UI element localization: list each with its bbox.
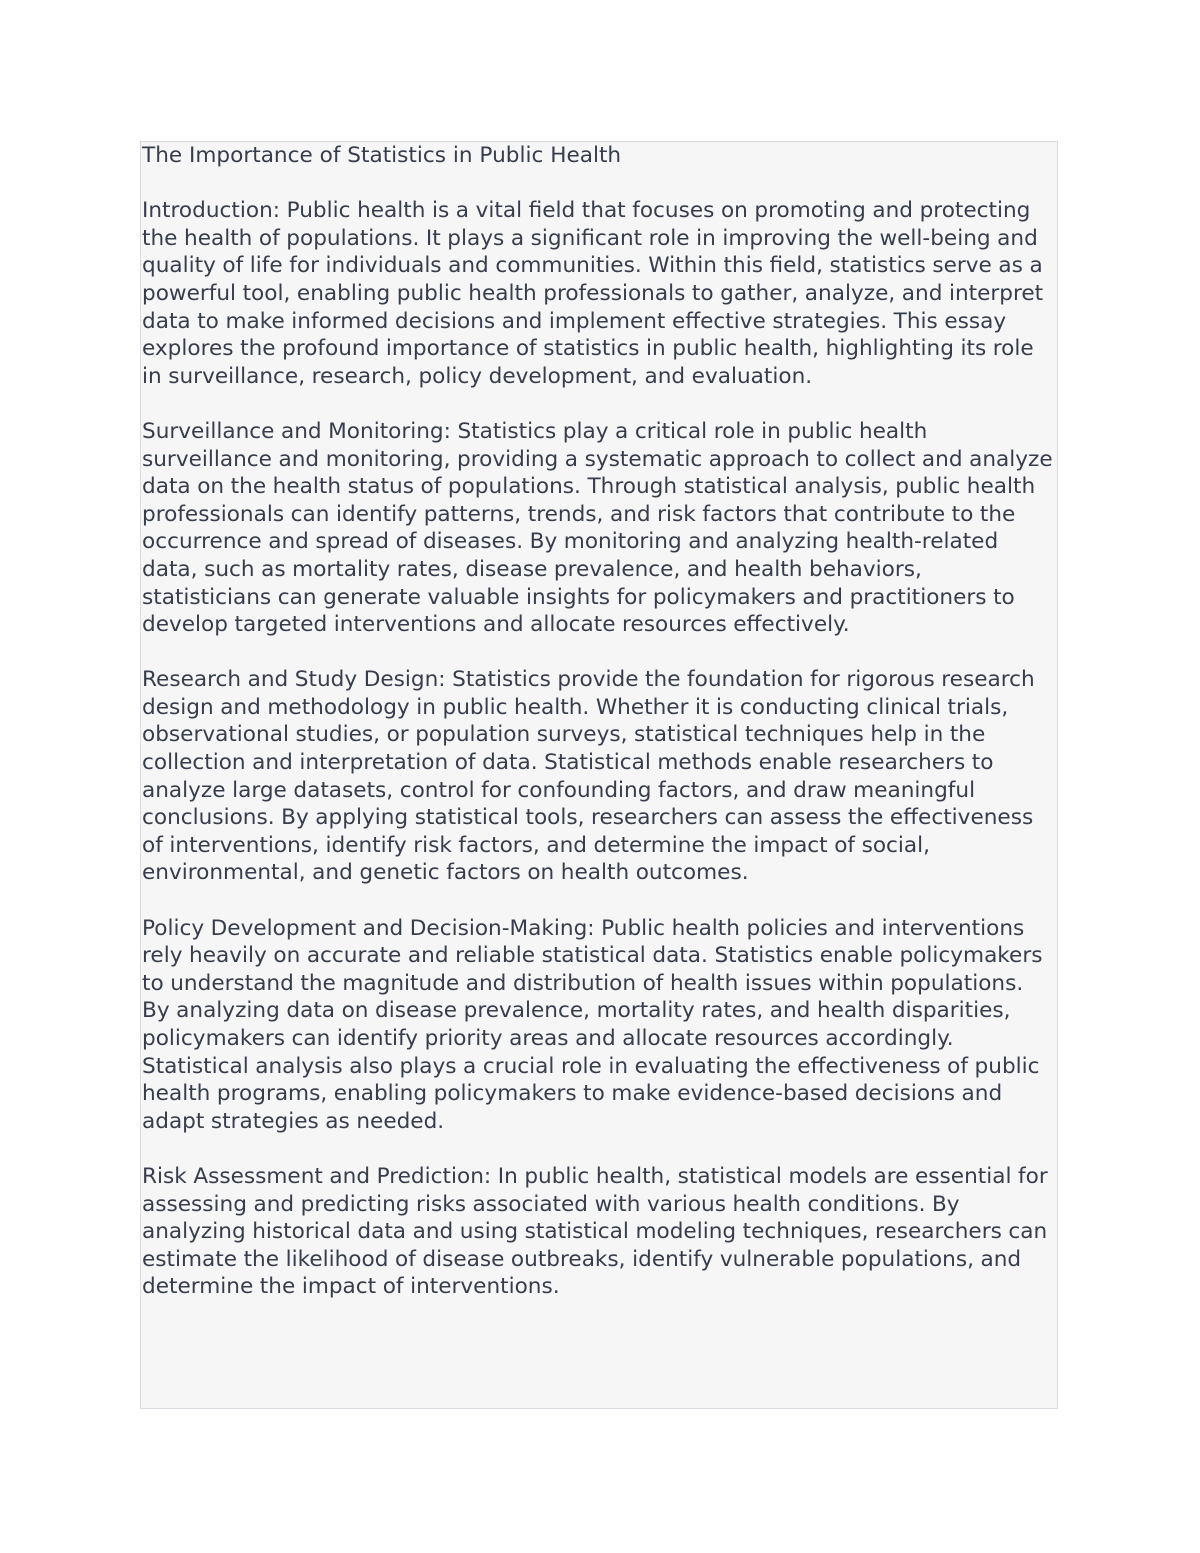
document-text-box: [140, 141, 1058, 1409]
paragraph-research-study-design: Research and Study Design: Statistics provide the foundation for rigorous research design and methodology in public health. Whether it is conducting clinical trials, observational studies, or population surveys, statistical techniques help in the collection and interpretation of data. Statistical methods enable researchers to analyze large datasets, control for confounding factors, and draw meaningful conclusions. By applying statistical tools, researchers can assess the effectiveness of interventions, identify risk factors, and determine the impact of social, environmental, and genetic factors on health outcomes.: [142, 667, 1035, 886]
paragraph-policy-development: Policy Development and Decision-Making: Public health policies and interventions rely heavily on accurate and reliable statistical data. Statistics enable policymakers to understand the magnitude and distribution of health issues within populations. By analyzing data on disease prevalence, mortality rates, and health disparities, policymakers can identify priority areas and allocate resources accordingly. Statistical analysis also plays a crucial role in evaluating the effectiveness of public health programs, enabling policymakers to make evidence-based decisions and adapt strategies as needed.: [142, 915, 1043, 1134]
paragraph-introduction: Introduction: Public health is a vital field that focuses on promoting and protecting the health of populations. It plays a significant role in improving the well-being and quality of life for individuals and communities. Within this field, statistics serve as a powerful tool, enabling public health professionals to gather, analyze, and interpret data to make informed decisions and implement effective strategies. This essay explores the profound importance of statistics in public health, highlighting its role in surveillance, research, policy development, and evaluation.: [142, 198, 1044, 389]
paragraph-surveillance-monitoring: Surveillance and Monitoring: Statistics play a critical role in public health surveillance and monitoring, providing a systematic approach to collect and analyze data on the health status of populations. Through statistical analysis, public health professionals can identify patterns, trends, and risk factors that contribute to the occurrence and spread of diseases. By monitoring and analyzing health-related data, such as mortality rates, disease prevalence, and health behaviors, statisticians can generate valuable insights for policymakers and practitioners to develop targeted interventions and allocate resources effectively.: [142, 418, 1053, 638]
document-title: The Importance of Statistics in Public Health: [142, 143, 622, 168]
paragraph-risk-assessment: Risk Assessment and Prediction: In public health, statistical models are essential for assessing and predicting risks associated with various health conditions. By analyzing historical data and using statistical modeling techniques, researchers can estimate the likelihood of disease outbreaks, identify vulnerable populations, and determine the impact of interventions.: [142, 1163, 1048, 1300]
